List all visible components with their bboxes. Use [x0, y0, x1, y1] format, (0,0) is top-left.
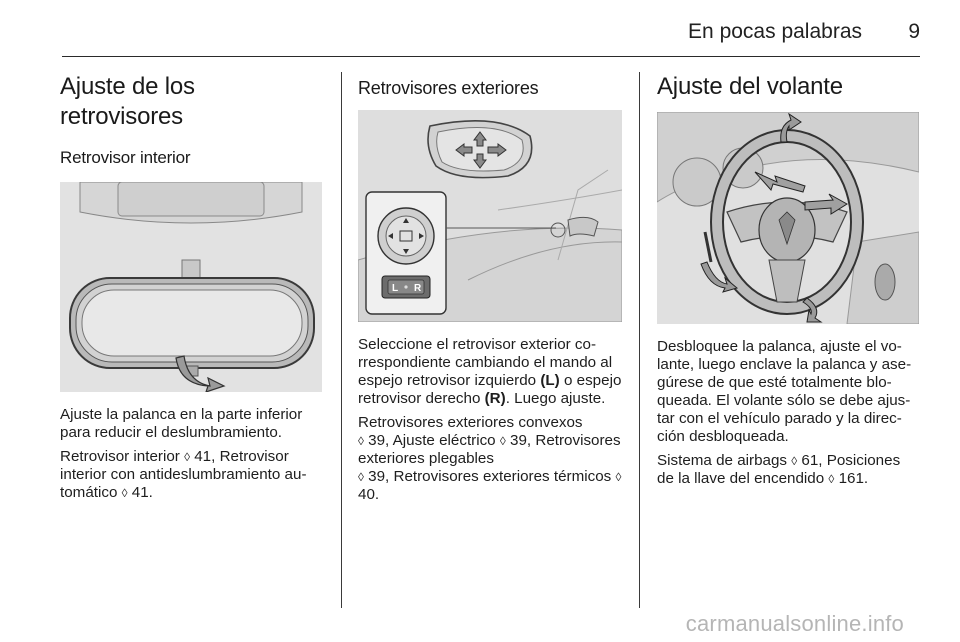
section-heading: Retrovisores exteriores: [358, 78, 539, 98]
cross-reference-icon: ◊: [615, 470, 622, 484]
left-mirror-code: (L): [540, 372, 560, 389]
column-interior-mirror: [60, 72, 324, 502]
column-divider: [341, 72, 342, 608]
header-title: En pocas palabras: [688, 20, 862, 43]
page-header: [62, 16, 920, 57]
exterior-mirror-switch-illustration: [358, 110, 622, 322]
page-reference-link[interactable]: 39, Retrovisores exteriores térmicos: [363, 468, 616, 485]
paragraph: Desbloquee la palanca, ajuste el volante, luego enclave la palanca y asegúrese de que esté totalmente bloqueada. El volante sólo se debe ajustar con el vehículo parado y la dirección desbloqueada.: [657, 338, 912, 445]
cross-reference-icon: ◊: [358, 434, 364, 448]
right-mirror-code: (R): [484, 390, 506, 407]
section-heading: Ajuste del volante: [657, 73, 843, 100]
cross-reference-icon: ◊: [828, 472, 835, 486]
cross-reference-paragraph: Retrovisores exteriores convexos ◊ 39, Ajuste eléctrico ◊ 39, Retrovisores exteriores plegables ◊ 39, Retrovisores exteriores térmicos ◊ 40.: [358, 414, 622, 503]
cross-reference-icon: ◊: [184, 450, 191, 464]
cross-reference-icon: ◊: [121, 486, 128, 500]
subsection-heading: Retrovisor interior: [60, 148, 191, 167]
column-steering-wheel: [657, 72, 921, 488]
page-reference-link[interactable]: 61, Posiciones de la llave del encendido: [657, 452, 901, 487]
page-number: 9: [908, 20, 920, 43]
switch-label-left: L: [392, 283, 399, 294]
cross-reference-paragraph: Retrovisor interior ◊ 41, Retrovisor interior con antideslumbramiento automático ◊ 41.: [60, 448, 307, 501]
watermark: carmanualsonline.info: [685, 611, 904, 636]
cross-reference-icon: ◊: [791, 454, 798, 468]
steering-wheel-illustration: [657, 112, 919, 324]
switch-label-right: R: [414, 283, 422, 294]
cross-reference-icon: ◊: [358, 470, 364, 484]
paragraph: Seleccione el retrovisor exterior correspondiente cambiando el mando al espejo retrovisor izquierdo (L) o espejo retrovisor derecho (R). Luego ajuste.: [358, 336, 622, 407]
column-divider: [639, 72, 640, 608]
section-heading: Ajuste de los retrovisores: [60, 73, 195, 130]
page-reference-link[interactable]: 41.: [127, 484, 153, 501]
page-reference-link[interactable]: 39, Ajuste eléctrico: [363, 432, 500, 449]
cross-reference-icon: ◊: [499, 434, 506, 448]
page-reference-link[interactable]: 161.: [834, 470, 869, 487]
cross-reference-paragraph: Sistema de airbags ◊ 61, Posiciones de la llave del encendido ◊ 161.: [657, 452, 901, 487]
interior-mirror-illustration: [60, 182, 322, 392]
paragraph: Ajuste la palanca en la parte inferior para reducir el deslumbramiento.: [60, 406, 303, 441]
page-reference-link[interactable]: 40.: [358, 486, 380, 503]
page-reference-link[interactable]: 41, Retrovisor interior con antideslumbramiento automático: [60, 448, 307, 501]
page-reference-link[interactable]: 39, Retrovisores exteriores plegables: [358, 432, 621, 467]
column-exterior-mirrors: [358, 72, 624, 504]
